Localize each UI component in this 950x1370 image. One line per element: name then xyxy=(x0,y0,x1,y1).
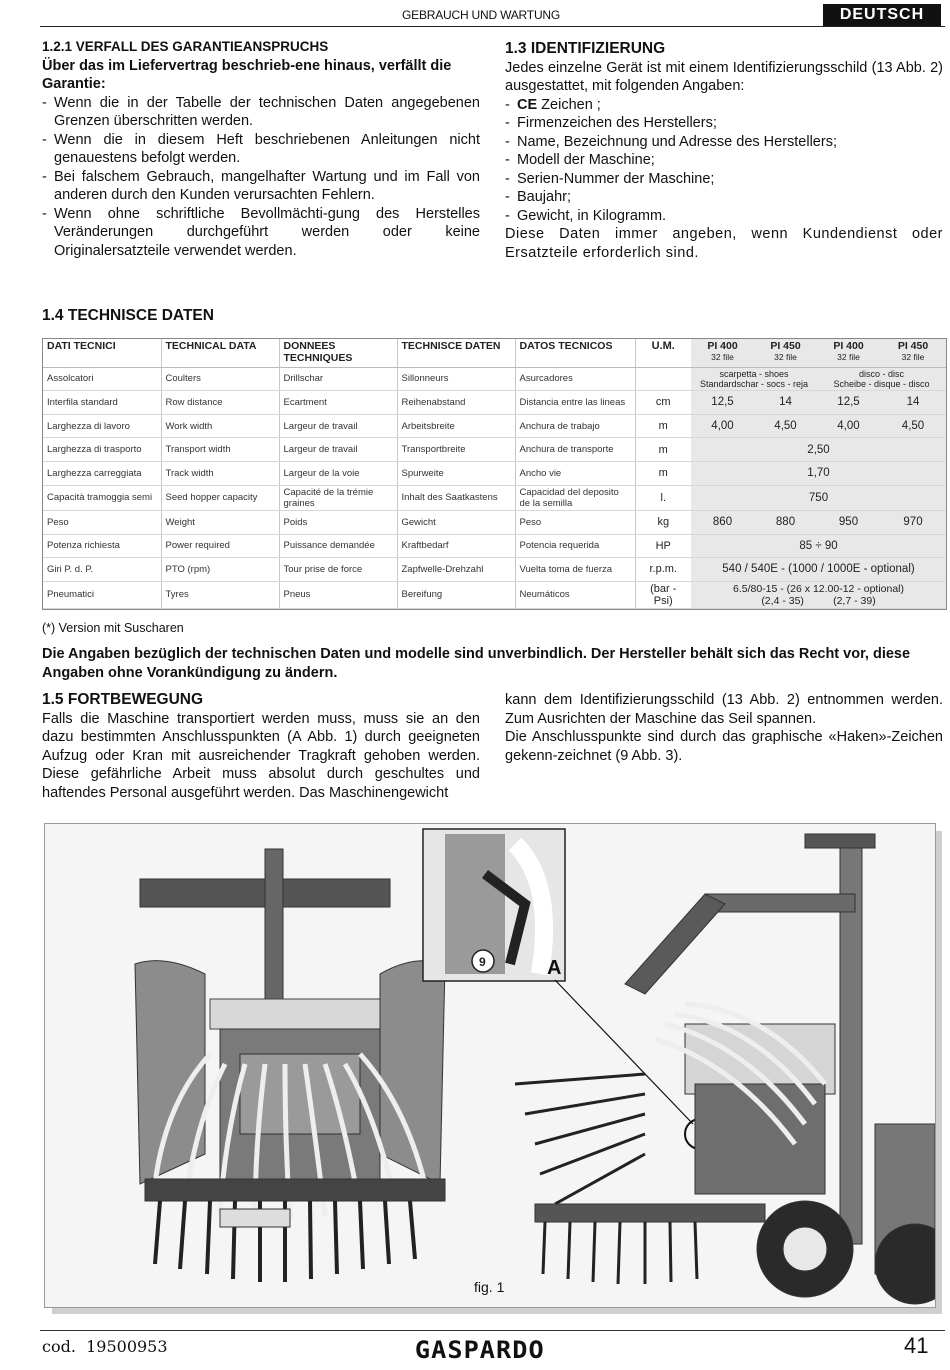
cell-it: Capacità tramoggia semi xyxy=(43,485,161,510)
cell-fr: Tour prise de force xyxy=(279,558,397,582)
cell-value: 4,50 xyxy=(754,414,817,438)
cell-fr: Pneus xyxy=(279,581,397,608)
cell-es: Distancia entre las lineas xyxy=(515,391,635,415)
cell-value: 12,5 xyxy=(817,391,880,415)
inset-detail xyxy=(423,829,565,981)
cell-de: Kraftbedarf xyxy=(397,534,515,558)
header-en: TECHNICAL DATA xyxy=(161,339,279,367)
transport-text-left: Falls die Maschine transportiert werden muss, muss sie an den dazu bestimmten Anschlusspunkten (A Abb. 1) durch geeigneten Aufzug oder Kran mit ausreichender Tragkraft gehoben werden. Diese gefährliche Arbeit muss absolut durch geschultes und haftendes Personal ausgeführt werden. Das Maschinengewicht xyxy=(42,710,480,801)
warranty-intro: Über das im Liefervertrag beschrieb-ene hinaus, verfällt die Garantie: xyxy=(42,57,452,92)
identification-item-ce xyxy=(505,96,943,115)
cell-um xyxy=(635,367,691,391)
warranty-item: - Wenn die in diesem Heft beschriebenen Anleitungen nicht genauestens befolgt werden. xyxy=(42,131,480,168)
cell-it: Giri P. d. P. xyxy=(43,558,161,582)
identification-item: - Serien-Nummer der Maschine; xyxy=(505,170,943,189)
techdata-heading: 1.4 TECHNISCE DATEN xyxy=(42,307,214,324)
cell-es: Potencia requerida xyxy=(515,534,635,558)
warranty-heading: 1.2.1 VERFALL DES GARANTIEANSPRUCHS xyxy=(42,39,329,54)
table-row xyxy=(43,438,946,462)
cell-um: HP xyxy=(635,534,691,558)
cell-um: m xyxy=(635,462,691,486)
table-row xyxy=(43,462,946,486)
cell-fr: Capacité de la trémie graines xyxy=(279,485,397,510)
brand-logo: GASPARDO xyxy=(414,1336,545,1364)
section-header: GEBRAUCH UND WARTUNG xyxy=(402,8,561,22)
identification-section xyxy=(505,40,943,262)
cell-de: Reihenabstand xyxy=(397,391,515,415)
inset-mark-label: 9 xyxy=(479,955,486,969)
cell-it: Peso xyxy=(43,510,161,534)
cell-fr: Ecartment xyxy=(279,391,397,415)
cell-value: 14 xyxy=(754,391,817,415)
cell-en: Tyres xyxy=(161,581,279,608)
cell-es: Peso xyxy=(515,510,635,534)
transport-section-right xyxy=(505,691,943,765)
table-row xyxy=(43,581,946,608)
table-row xyxy=(43,391,946,415)
ce-mark: CE xyxy=(517,96,538,113)
header-rule xyxy=(40,26,945,27)
table-row xyxy=(43,534,946,558)
cell-fr: Largeur de travail xyxy=(279,438,397,462)
cell-it: Pneumatici xyxy=(43,581,161,608)
cell-value-span: 85 ÷ 90 xyxy=(691,534,946,558)
cell-value-span: 6.5/80-15 - (26 x 12.00-12 - optional) (2,4 - 35) (2,7 - 39) xyxy=(691,581,946,608)
table-row xyxy=(43,558,946,582)
identification-closing: Diese Daten immer angeben, wenn Kundendienst oder Ersatzteile erforderlich sind. xyxy=(505,226,943,261)
cell-um: kg xyxy=(635,510,691,534)
cell-es: Ancho vie xyxy=(515,462,635,486)
cell-en: Track width xyxy=(161,462,279,486)
identification-item: - Name, Bezeichnung und Adresse des Herstellers; xyxy=(505,133,943,152)
cell-value: 4,00 xyxy=(817,414,880,438)
cell-es: Neumáticos xyxy=(515,581,635,608)
techdata-table xyxy=(43,339,946,609)
cell-es: Vuelta toma de fuerza xyxy=(515,558,635,582)
techdata-body xyxy=(43,367,946,609)
cell-coulter-shoe: scarpetta - shoes Standardschar - socs - reja xyxy=(691,367,817,391)
warranty-list xyxy=(42,94,480,261)
cell-de: Spurweite xyxy=(397,462,515,486)
cell-it: Larghezza di lavoro xyxy=(43,414,161,438)
cell-value: 4,50 xyxy=(880,414,946,438)
identification-item: - Gewicht, in Kilogramm. xyxy=(505,207,943,226)
cell-de: Sillonneurs xyxy=(397,367,515,391)
seed-drill-illustration xyxy=(45,824,935,1307)
warranty-item: - Wenn die in der Tabelle der technischen Daten angegebenen Grenzen überschritten werden. xyxy=(42,94,480,131)
header-de: TECHNISCE DATEN xyxy=(397,339,515,367)
callout-label-a: A xyxy=(547,957,562,979)
cell-coulter-disc: disco - disc Scheibe - disque - disco xyxy=(817,367,946,391)
cell-de: Zapfwelle-Drehzahl xyxy=(397,558,515,582)
table-row xyxy=(43,485,946,510)
header-es: DATOS TECNICOS xyxy=(515,339,635,367)
header-fr: DONNEES TECHNIQUES xyxy=(279,339,397,367)
cell-fr: Drillschar xyxy=(279,367,397,391)
cell-um: r.p.m. xyxy=(635,558,691,582)
cell-en: Weight xyxy=(161,510,279,534)
document-code: cod. 19500953 xyxy=(42,1337,168,1356)
cell-de: Transportbreite xyxy=(397,438,515,462)
header-it: DATI TECNICI xyxy=(43,339,161,367)
header-model: PI 400 32 file xyxy=(817,339,880,367)
cell-fr: Puissance demandée xyxy=(279,534,397,558)
language-badge: DEUTSCH xyxy=(823,4,941,26)
cell-es: Capacidad del deposito de la semilla xyxy=(515,485,635,510)
identification-item: - Baujahr; xyxy=(505,188,943,207)
transport-section xyxy=(42,691,480,802)
header-model: PI 450 32 file xyxy=(880,339,946,367)
cell-value: 860 xyxy=(691,510,754,534)
cell-en: Transport width xyxy=(161,438,279,462)
cell-um: m xyxy=(635,414,691,438)
identification-item: - Firmenzeichen des Herstellers; xyxy=(505,114,943,133)
header-model: PI 400 32 file xyxy=(691,339,754,367)
cell-it: Assolcatori xyxy=(43,367,161,391)
cell-it: Interfila standard xyxy=(43,391,161,415)
cell-um: cm xyxy=(635,391,691,415)
cell-de: Arbeitsbreite xyxy=(397,414,515,438)
cell-es: Anchura de transporte xyxy=(515,438,635,462)
cell-value: 12,5 xyxy=(691,391,754,415)
identification-list xyxy=(505,96,943,226)
table-note: (*) Version mit Suscharen xyxy=(42,621,184,635)
cell-value: 4,00 xyxy=(691,414,754,438)
cell-fr: Poids xyxy=(279,510,397,534)
table-row xyxy=(43,367,946,391)
cell-it: Potenza richiesta xyxy=(43,534,161,558)
cell-it: Larghezza carreggiata xyxy=(43,462,161,486)
transport-text-right-1: kann dem Identifizierungsschild (13 Abb. 2) entnommen werden. Zum Ausrichten der Maschine das Seil spannen. xyxy=(505,692,943,727)
identification-heading: 1.3 IDENTIFIZIERUNG xyxy=(505,40,666,57)
cell-um: l. xyxy=(635,485,691,510)
cell-value-span: 1,70 xyxy=(691,462,946,486)
cell-fr: Largeur de la voie xyxy=(279,462,397,486)
page-number: 41 xyxy=(904,1333,929,1358)
figure-caption: fig. 1 xyxy=(474,1279,505,1295)
cell-value: 950 xyxy=(817,510,880,534)
ce-text: Zeichen ; xyxy=(537,96,601,113)
cell-value-span: 540 / 540E - (1000 / 1000E - optional) xyxy=(691,558,946,582)
figure-1 xyxy=(44,823,936,1308)
identification-intro: Jedes einzelne Gerät ist mit einem Identifizierungsschild (13 Abb. 2) ausgestattet, mit folgenden Angaben: xyxy=(505,59,943,94)
techdata-table-frame xyxy=(42,338,947,610)
cell-value: 880 xyxy=(754,510,817,534)
footer-rule xyxy=(40,1330,945,1331)
header-model: PI 450 32 file xyxy=(754,339,817,367)
warranty-item: - Bei falschem Gebrauch, mangelhafter Wartung und im Fall von anderen durch den Kunden verursachten Fehlern. xyxy=(42,168,480,205)
cell-de: Inhalt des Saatkastens xyxy=(397,485,515,510)
cell-es: Anchura de trabajo xyxy=(515,414,635,438)
cell-en: Seed hopper capacity xyxy=(161,485,279,510)
cell-um: m xyxy=(635,438,691,462)
cell-en: Coulters xyxy=(161,367,279,391)
cell-value-span: 750 xyxy=(691,485,946,510)
cell-en: PTO (rpm) xyxy=(161,558,279,582)
disclaimer: Die Angaben bezüglich der technischen Daten und modelle sind unverbindlich. Der Hersteller behält sich das Recht vor, diese Angaben ohne Vorankündigung zu ändern. xyxy=(42,646,911,681)
table-row xyxy=(43,510,946,534)
identification-item: - Modell der Maschine; xyxy=(505,151,943,170)
cell-de: Bereifung xyxy=(397,581,515,608)
transport-text-right-2: Die Anschlusspunkte sind durch das graphische «Haken»-Zeichen gekenn-zeichnet (9 Abb. 3). xyxy=(505,729,943,764)
cell-en: Power required xyxy=(161,534,279,558)
cell-de: Gewicht xyxy=(397,510,515,534)
cell-fr: Largeur de travail xyxy=(279,414,397,438)
cell-es: Asurcadores xyxy=(515,367,635,391)
cell-en: Row distance xyxy=(161,391,279,415)
cell-value-span: 2,50 xyxy=(691,438,946,462)
transport-heading: 1.5 FORTBEWEGUNG xyxy=(42,691,204,708)
cell-en: Work width xyxy=(161,414,279,438)
header-um: U.M. xyxy=(635,339,691,367)
cell-value: 970 xyxy=(880,510,946,534)
cell-um: (bar - Psi) xyxy=(635,581,691,608)
table-row xyxy=(43,414,946,438)
cell-value: 14 xyxy=(880,391,946,415)
warranty-item: - Wenn ohne schriftliche Bevollmächti-gung des Herstelles Veränderungen durchgeführt werden oder keine Originalersatzteile verwendet werden. xyxy=(42,205,480,261)
warranty-section xyxy=(42,38,480,260)
cell-it: Larghezza di trasporto xyxy=(43,438,161,462)
